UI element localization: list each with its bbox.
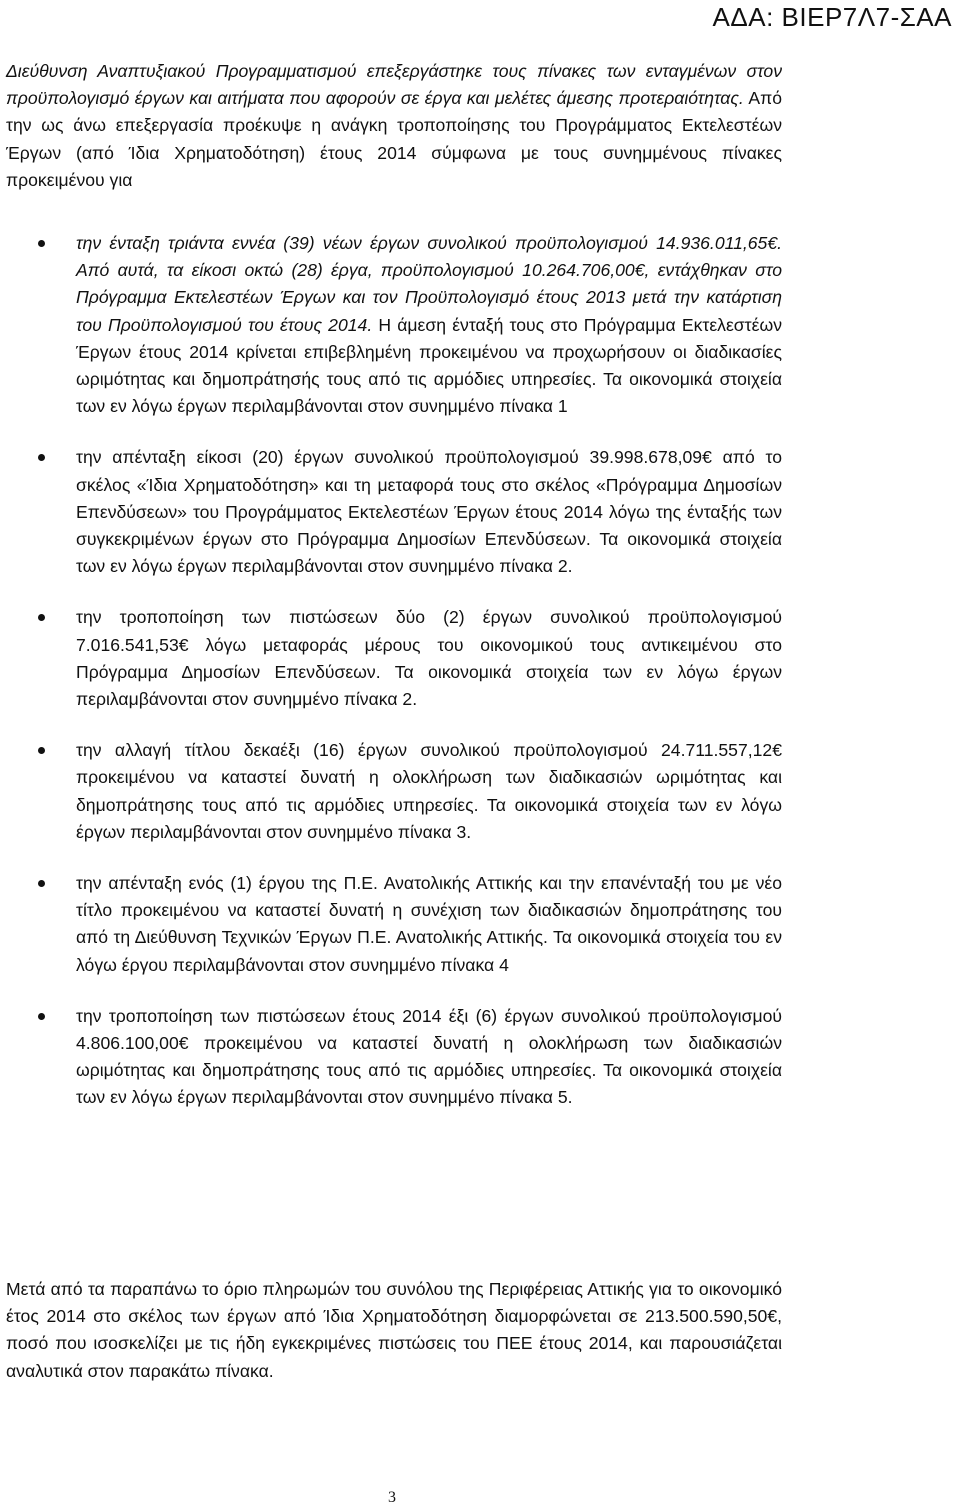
list-item-text: την απένταξη είκοσι (20) έργων συνολικού προϋπολογισμού 39.998.678,09€ από το σκέλος «Ίδια Χρηματοδότηση» και τη μεταφορά τους στο σκέλος «Πρόγραμμα Δημοσίων Επενδύσεων» του Προγράμματος Εκτελεστέων Έργων έτους 2014 λόγω της ένταξής των συγκεκριμένων έργων στο Πρόγραμμα Δημοσίων Επενδύσεων. Τα οικονομικά στοιχεία των εν λόγω έργων περιλαμβάνονται στον συνημμένο πίνακα 2.	[76, 447, 782, 577]
ada-code: ΑΔΑ: ΒΙΕΡ7Λ7-ΣΑΑ	[712, 2, 952, 32]
intro-text: Από την ως άνω επεξεργασία προέκυψε η ανάγκη τροποποίησης του Προγράμματος Εκτελεστέων Έργων (από Ίδια Χρηματοδότηση) έτους 2014 σύμφωνα με τους συνημμένους πίνακες προκειμένου για	[6, 88, 782, 190]
bullet-icon	[38, 614, 45, 621]
list-item-text: την τροποποίηση των πιστώσεων έτους 2014 έξι (6) έργων συνολικού προϋπολογισμού 4.806.100,00€ προκειμένου να καταστεί δυνατή η ολοκλήρωση των διαδικασιών ωριμότητας και δημοπράτησης τους από τις αρμόδιες υπηρεσίες. Τα οικονομικά στοιχεία των εν λόγω έργων περιλαμβάνονται στον συνημμένο πίνακα 5.	[76, 1005, 782, 1108]
bullet-list	[0, 230, 960, 1112]
list-item	[0, 737, 782, 846]
bullet-icon	[38, 454, 45, 461]
page-number: 3	[388, 1489, 396, 1506]
list-item	[0, 1003, 782, 1112]
list-item	[0, 230, 782, 420]
list-item	[0, 870, 782, 979]
bullet-icon	[38, 1013, 45, 1020]
bullet-icon	[38, 240, 45, 247]
list-item-italic-text: την ένταξη τριάντα εννέα (39) νέων έργων συνολικού προϋπολογισμού 14.936.011,65€. Από αυτά, τα είκοσι οκτώ (28) έργα, προϋπολογισμού 10.264.706,00€, εντάχθηκαν στο Πρόγραμμα Εκτελεστέων Έργων και τον Προϋπολογισμό έτους 2013 μετά την κατάρτιση του Προϋπολογισμού του έτους 2014.	[76, 233, 782, 335]
list-item-text: την αλλαγή τίτλου δεκαέξι (16) έργων συνολικού προϋπολογισμού 24.711.557,12€ προκειμένου να καταστεί δυνατή η ολοκλήρωση των διαδικασιών ωριμότητας και δημοπράτησης τους από τις αρμόδιες υπηρεσίες. Τα οικονομικά στοιχεία των εν λόγω έργων περιλαμβάνονται στον συνημμένο πίνακα 3.	[76, 740, 782, 842]
intro-italic-text: Διεύθυνση Αναπτυξιακού Προγραμματισμού επεξεργάστηκε τους πίνακες των ενταγμένων στον προϋπολογισμό έργων και αιτήματα που αφορούν σε έργα και μελέτες άμεσης προτεραιότητας.	[6, 61, 782, 109]
list-item	[0, 604, 782, 713]
list-item	[0, 444, 782, 580]
list-item-text: Η άμεση ένταξή τους στο Πρόγραμμα Εκτελεστέων Έργων έτους 2014 κρίνεται επιβεβλημένη προκειμένου να προχωρήσουν οι διαδικασίες ωριμότητας και δημοπράτησής τους από τις αρμόδιες υπηρεσίες. Τα οικονομικά στοιχεία των εν λόγω έργων περιλαμβάνονται στον συνημμένο πίνακα 1	[76, 314, 782, 417]
bullet-icon	[38, 747, 45, 754]
closing-paragraph: Μετά από τα παραπάνω το όριο πληρωμών του συνόλου της Περιφέρειας Αττικής για το οικονομικό έτος 2014 στο σκέλος των έργων από Ίδια Χρηματοδότηση διαμορφώνεται σε 213.500.590,50€, ποσό που ισοσκελίζει με τις ήδη εγκεκριμένες πιστώσεις του ΠΕΕ έτους 2014, και παρουσιάζεται αναλυτικά στον παρακάτω πίνακα.	[6, 1279, 782, 1381]
bullet-icon	[38, 880, 45, 887]
list-item-text: την απένταξη ενός (1) έργου της Π.Ε. Ανατολικής Αττικής και την επανένταξή του με νέο τίτλο προκειμένου να καταστεί δυνατή η συνέχιση των διαδικασιών δημοπράτησης του από τη Διεύθυνση Τεχνικών Έργων Π.Ε. Ανατολικής Αττικής. Τα οικονομικά στοιχεία του εν λόγω έργου περιλαμβάνονται στον συνημμένο πίνακα 4	[76, 873, 782, 975]
intro-paragraph	[6, 58, 782, 194]
list-item-text: την τροποποίηση των πιστώσεων δύο (2) έργων συνολικού προϋπολογισμού 7.016.541,53€ λόγω μεταφοράς μέρους του οικονομικού τους αντικειμένου στο Πρόγραμμα Δημοσίων Επενδύσεων. Τα οικονομικά στοιχεία των εν λόγω έργων περιλαμβάνονται στον συνημμένο πίνακα 2.	[76, 607, 782, 710]
